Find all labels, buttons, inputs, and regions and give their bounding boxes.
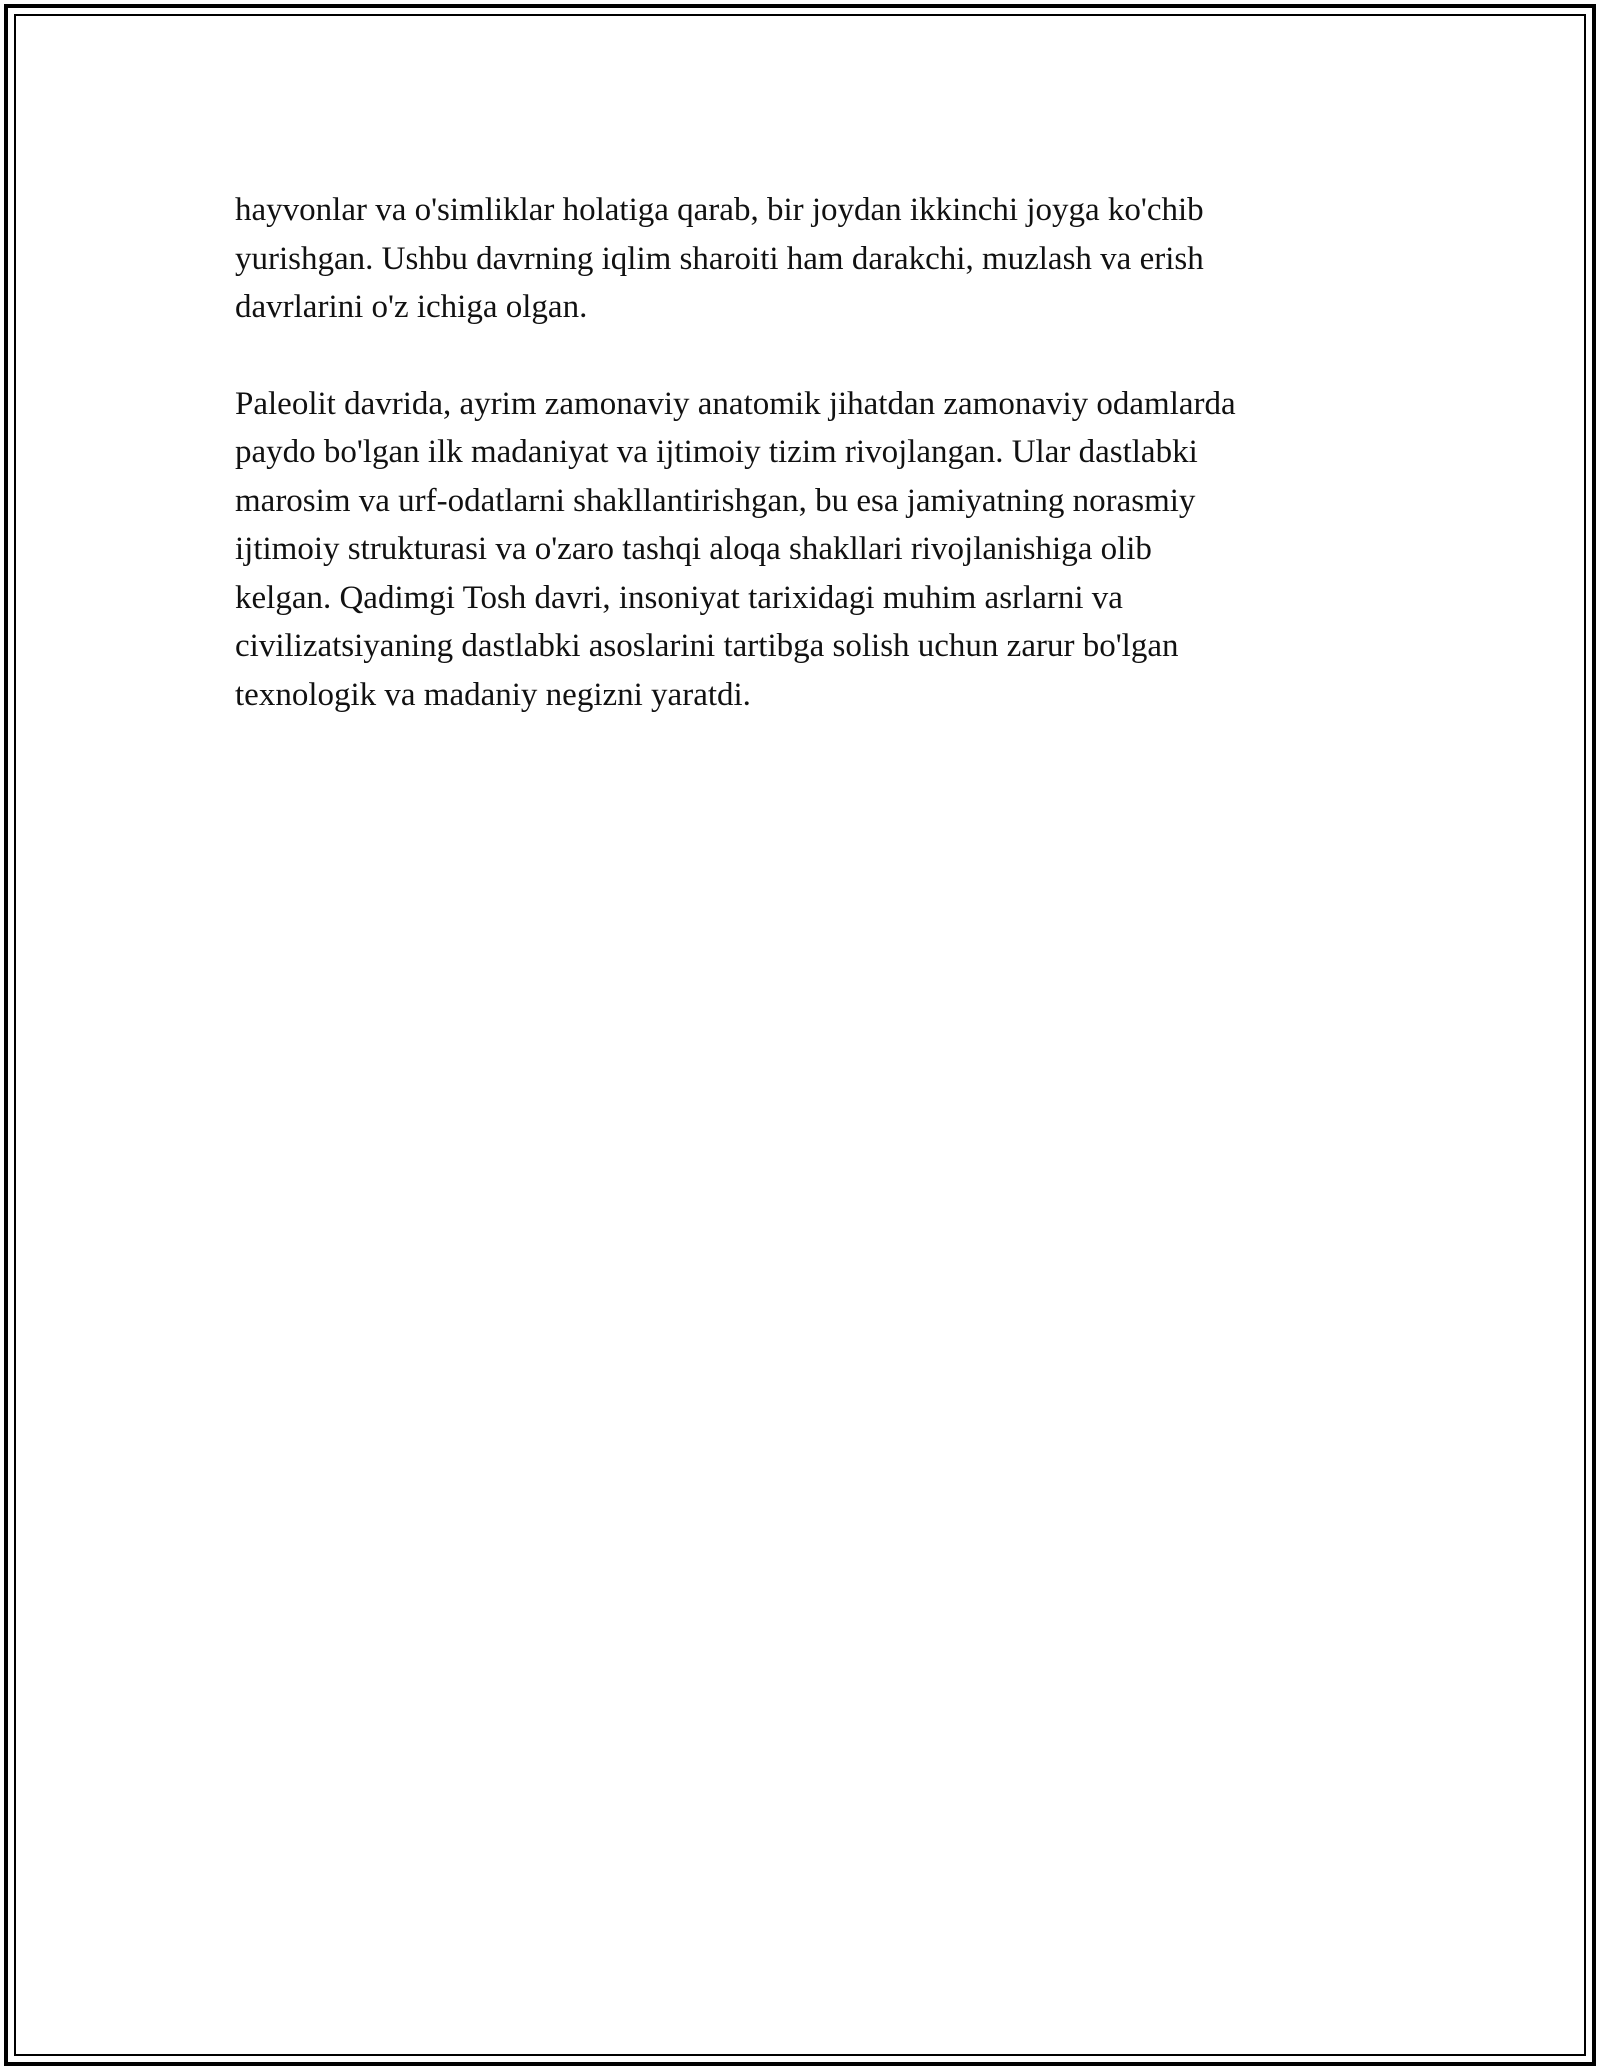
text-line: ijtimoiy strukturasi va o'zaro tashqi aloqa shakllari rivojlanishiga olib xyxy=(235,531,1152,567)
document-body xyxy=(235,186,1365,719)
text-line: yurishgan. Ushbu davrning iqlim sharoiti ham darakchi, muzlash va erish xyxy=(235,240,1204,277)
text-line: hayvonlar va o'simliklar holatiga qarab, bir joydan ikkinchi joyga ko'chib xyxy=(235,192,1204,228)
text-line: paydo bo'lgan ilk madaniyat va ijtimoiy tizim rivojlangan. Ular dastlabki xyxy=(235,434,1198,470)
text-line: marosim va urf-odatlarni shakllantirishgan, bu esa jamiyatning norasmiy xyxy=(235,482,1196,519)
text-line: davrlarini o'z ichiga olgan. xyxy=(235,289,588,325)
text-line: civilizatsiyaning dastlabki asoslarini tartibga solish uchun zarur bo'lgan xyxy=(235,628,1179,664)
text-line: texnologik va madaniy negizni yaratdi. xyxy=(235,676,751,713)
text-line: kelgan. Qadimgi Tosh davri, insoniyat tarixidagi muhim asrlarni va xyxy=(235,579,1123,616)
text-line: Paleolit davrida, ayrim zamonaviy anatomik jihatdan zamonaviy odamlarda xyxy=(235,385,1236,422)
paragraph-2 xyxy=(235,380,1365,720)
paragraph-1 xyxy=(235,186,1365,332)
